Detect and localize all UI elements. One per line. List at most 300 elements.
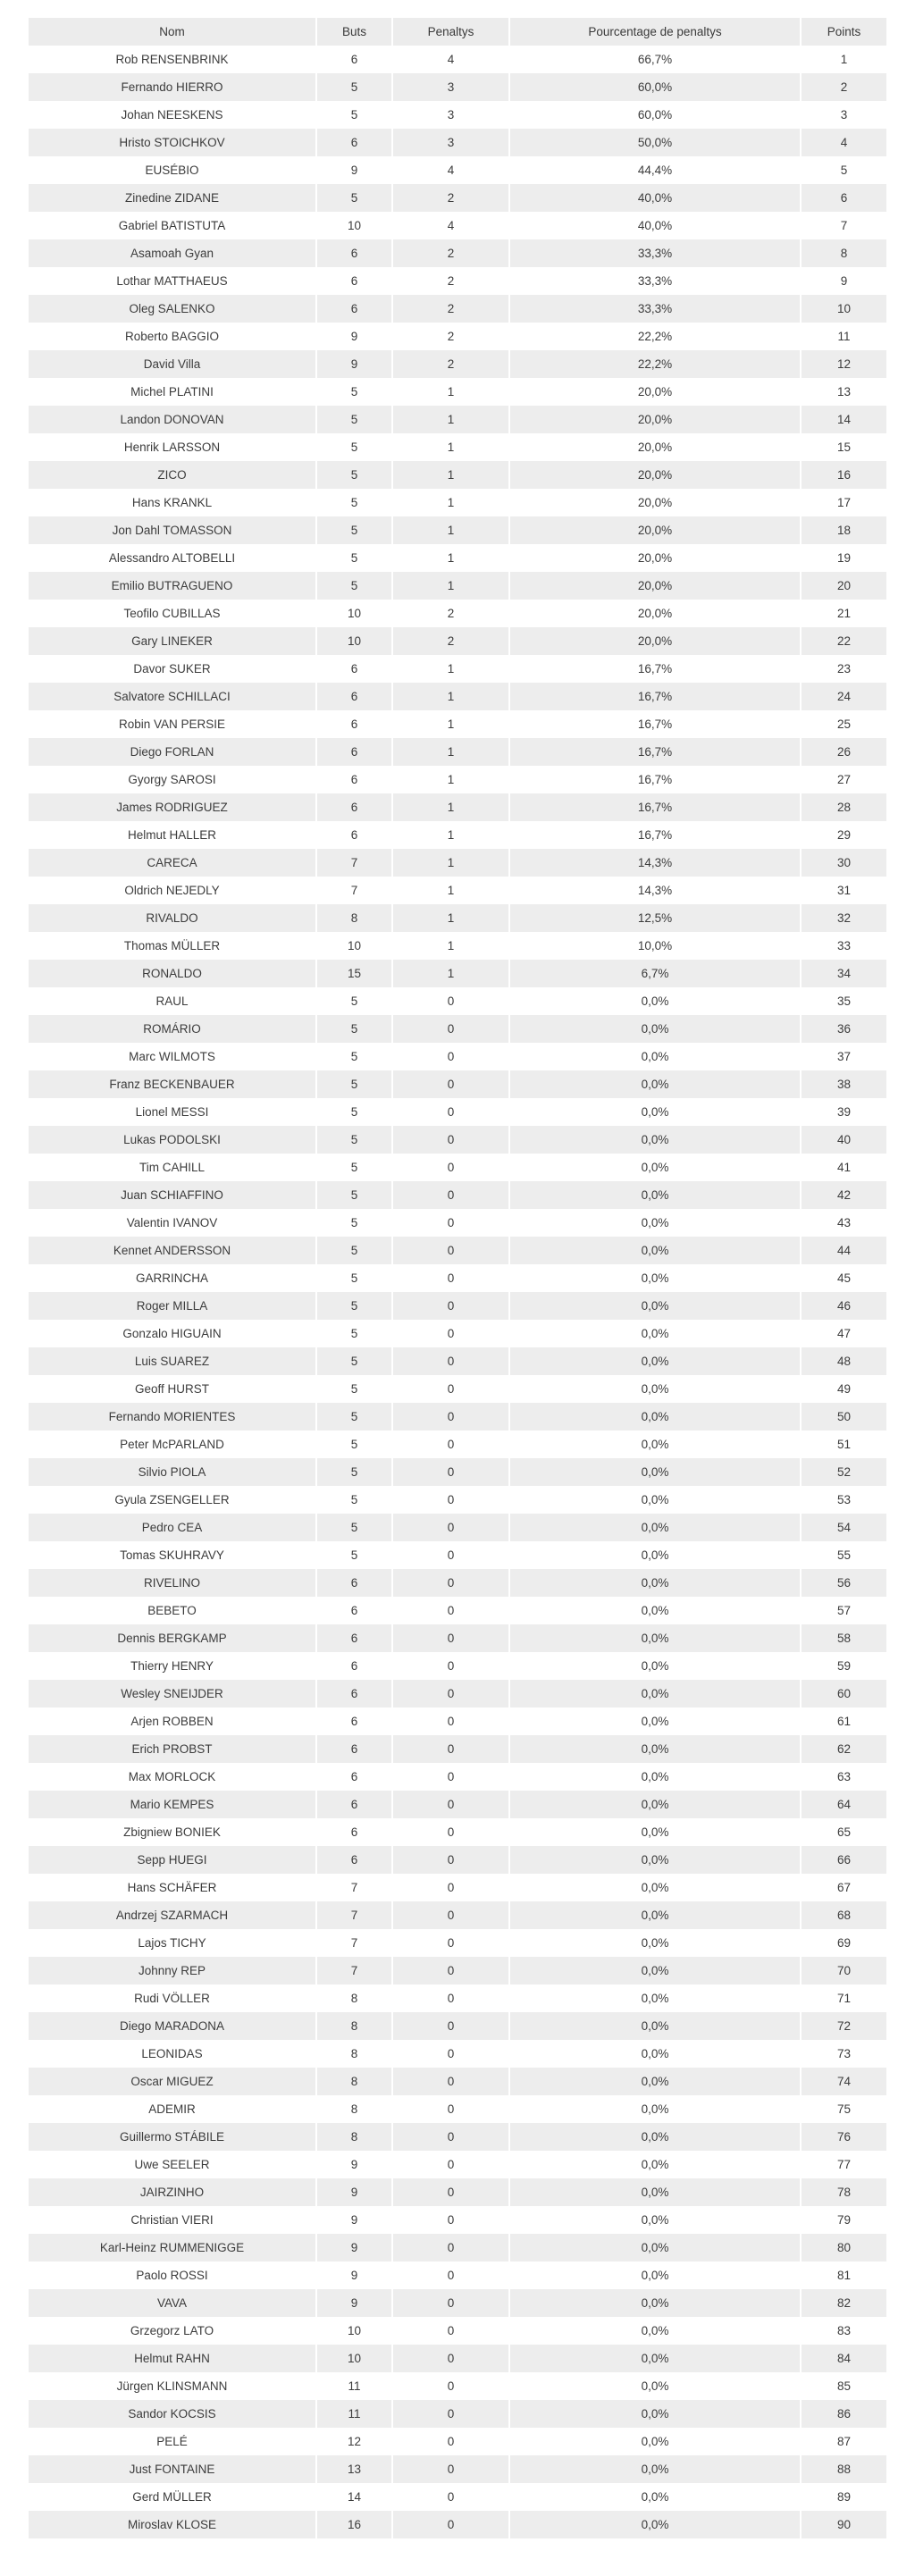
cell-penaltys: 1 xyxy=(392,849,509,877)
table-row[interactable] xyxy=(29,793,886,821)
table-row[interactable] xyxy=(29,433,886,461)
cell-penaltys: 1 xyxy=(392,516,509,544)
cell-buts: 5 xyxy=(316,378,392,406)
cell-pourcentage: 0,0% xyxy=(509,1237,801,1264)
table-row[interactable] xyxy=(29,2151,886,2178)
cell-pourcentage: 0,0% xyxy=(509,1708,801,1735)
cell-buts: 5 xyxy=(316,1126,392,1154)
cell-penaltys: 1 xyxy=(392,655,509,683)
table-row[interactable] xyxy=(29,101,886,129)
cell-penaltys: 2 xyxy=(392,323,509,350)
cell-buts: 5 xyxy=(316,572,392,600)
cell-points: 37 xyxy=(801,1043,886,1070)
cell-nom: Henrik LARSSON xyxy=(29,433,316,461)
cell-points: 25 xyxy=(801,710,886,738)
table-row[interactable] xyxy=(29,1818,886,1846)
table-row[interactable] xyxy=(29,1375,886,1403)
cell-buts: 7 xyxy=(316,849,392,877)
cell-points: 90 xyxy=(801,2511,886,2538)
table-row[interactable] xyxy=(29,1541,886,1569)
cell-buts: 9 xyxy=(316,2206,392,2234)
cell-points: 20 xyxy=(801,572,886,600)
cell-penaltys: 0 xyxy=(392,987,509,1015)
cell-points: 75 xyxy=(801,2095,886,2123)
cell-penaltys: 0 xyxy=(392,1901,509,1929)
cell-points: 28 xyxy=(801,793,886,821)
cell-pourcentage: 0,0% xyxy=(509,1043,801,1070)
cell-points: 1 xyxy=(801,46,886,73)
cell-points: 35 xyxy=(801,987,886,1015)
cell-buts: 9 xyxy=(316,350,392,378)
cell-pourcentage: 0,0% xyxy=(509,1347,801,1375)
cell-buts: 6 xyxy=(316,1735,392,1763)
cell-pourcentage: 0,0% xyxy=(509,1514,801,1541)
cell-buts: 5 xyxy=(316,1181,392,1209)
cell-points: 76 xyxy=(801,2123,886,2151)
cell-nom: Rudi VÖLLER xyxy=(29,1984,316,2012)
cell-penaltys: 0 xyxy=(392,1846,509,1874)
table-row[interactable] xyxy=(29,461,886,489)
table-row[interactable] xyxy=(29,1597,886,1624)
cell-penaltys: 1 xyxy=(392,433,509,461)
cell-penaltys: 2 xyxy=(392,350,509,378)
cell-nom: Lionel MESSI xyxy=(29,1098,316,1126)
cell-pourcentage: 0,0% xyxy=(509,1791,801,1818)
table-row[interactable] xyxy=(29,73,886,101)
cell-nom: Gerd MÜLLER xyxy=(29,2483,316,2511)
table-row[interactable] xyxy=(29,683,886,710)
cell-points: 39 xyxy=(801,1098,886,1126)
cell-nom: James RODRIGUEZ xyxy=(29,793,316,821)
cell-buts: 5 xyxy=(316,516,392,544)
table-row[interactable] xyxy=(29,378,886,406)
cell-nom: Andrzej SZARMACH xyxy=(29,1901,316,1929)
cell-penaltys: 2 xyxy=(392,184,509,212)
cell-penaltys: 1 xyxy=(392,766,509,793)
cell-penaltys: 0 xyxy=(392,1126,509,1154)
cell-points: 24 xyxy=(801,683,886,710)
cell-points: 27 xyxy=(801,766,886,793)
cell-points: 21 xyxy=(801,600,886,627)
cell-points: 9 xyxy=(801,267,886,295)
table-row[interactable] xyxy=(29,544,886,572)
column-header-points[interactable]: Points xyxy=(801,18,886,46)
cell-buts: 5 xyxy=(316,433,392,461)
cell-pourcentage: 14,3% xyxy=(509,877,801,904)
cell-points: 69 xyxy=(801,1929,886,1957)
cell-points: 60 xyxy=(801,1680,886,1708)
cell-points: 78 xyxy=(801,2178,886,2206)
cell-buts: 6 xyxy=(316,1597,392,1624)
cell-buts: 6 xyxy=(316,1791,392,1818)
table-row[interactable] xyxy=(29,2095,886,2123)
cell-pourcentage: 0,0% xyxy=(509,1818,801,1846)
table-row[interactable] xyxy=(29,2400,886,2428)
table-row[interactable] xyxy=(29,1458,886,1486)
cell-penaltys: 0 xyxy=(392,1209,509,1237)
table-row[interactable] xyxy=(29,2123,886,2151)
table-row[interactable] xyxy=(29,1347,886,1375)
table-row[interactable] xyxy=(29,710,886,738)
cell-nom: Lukas PODOLSKI xyxy=(29,1126,316,1154)
column-header-buts[interactable]: Buts xyxy=(316,18,392,46)
cell-buts: 10 xyxy=(316,212,392,239)
table-row[interactable] xyxy=(29,1237,886,1264)
cell-penaltys: 1 xyxy=(392,904,509,932)
cell-penaltys: 0 xyxy=(392,2400,509,2428)
cell-points: 66 xyxy=(801,1846,886,1874)
cell-pourcentage: 0,0% xyxy=(509,2012,801,2040)
cell-pourcentage: 20,0% xyxy=(509,461,801,489)
table-row[interactable] xyxy=(29,2012,886,2040)
cell-nom: PELÉ xyxy=(29,2428,316,2455)
cell-nom: BEBETO xyxy=(29,1597,316,1624)
cell-buts: 6 xyxy=(316,1846,392,1874)
cell-pourcentage: 20,0% xyxy=(509,406,801,433)
cell-nom: Alessandro ALTOBELLI xyxy=(29,544,316,572)
table-row[interactable] xyxy=(29,239,886,267)
table-row[interactable] xyxy=(29,2068,886,2095)
cell-points: 43 xyxy=(801,1209,886,1237)
table-row[interactable] xyxy=(29,1292,886,1320)
table-row[interactable] xyxy=(29,1181,886,1209)
cell-buts: 6 xyxy=(316,655,392,683)
table-row[interactable] xyxy=(29,2261,886,2289)
cell-nom: Geoff HURST xyxy=(29,1375,316,1403)
table-row[interactable] xyxy=(29,46,886,73)
cell-buts: 6 xyxy=(316,1708,392,1735)
cell-nom: Diego FORLAN xyxy=(29,738,316,766)
cell-points: 5 xyxy=(801,156,886,184)
cell-points: 12 xyxy=(801,350,886,378)
cell-nom: Miroslav KLOSE xyxy=(29,2511,316,2538)
cell-nom: Rob RENSENBRINK xyxy=(29,46,316,73)
cell-penaltys: 0 xyxy=(392,1181,509,1209)
table-row[interactable] xyxy=(29,1624,886,1652)
table-row[interactable] xyxy=(29,2234,886,2261)
table-row[interactable] xyxy=(29,766,886,793)
table-row[interactable] xyxy=(29,627,886,655)
table-row[interactable] xyxy=(29,655,886,683)
table-row[interactable] xyxy=(29,1320,886,1347)
cell-buts: 6 xyxy=(316,1763,392,1791)
table-row[interactable] xyxy=(29,2511,886,2538)
cell-penaltys: 0 xyxy=(392,1375,509,1403)
column-header-penaltys[interactable]: Penaltys xyxy=(392,18,509,46)
cell-pourcentage: 0,0% xyxy=(509,1984,801,2012)
table-row[interactable] xyxy=(29,1901,886,1929)
cell-buts: 5 xyxy=(316,461,392,489)
table-row[interactable] xyxy=(29,2289,886,2317)
table-row[interactable] xyxy=(29,1514,886,1541)
cell-pourcentage: 44,4% xyxy=(509,156,801,184)
cell-penaltys: 4 xyxy=(392,156,509,184)
cell-pourcentage: 0,0% xyxy=(509,1458,801,1486)
column-header-nom[interactable]: Nom xyxy=(29,18,316,46)
cell-pourcentage: 0,0% xyxy=(509,2040,801,2068)
cell-pourcentage: 0,0% xyxy=(509,1957,801,1984)
cell-pourcentage: 0,0% xyxy=(509,2455,801,2483)
cell-penaltys: 0 xyxy=(392,2095,509,2123)
cell-nom: Valentin IVANOV xyxy=(29,1209,316,1237)
cell-nom: Wesley SNEIJDER xyxy=(29,1680,316,1708)
cell-points: 74 xyxy=(801,2068,886,2095)
cell-nom: Gyorgy SAROSI xyxy=(29,766,316,793)
cell-penaltys: 1 xyxy=(392,932,509,960)
cell-nom: Hans KRANKL xyxy=(29,489,316,516)
table-row[interactable] xyxy=(29,1154,886,1181)
table-row[interactable] xyxy=(29,877,886,904)
cell-penaltys: 0 xyxy=(392,2455,509,2483)
cell-buts: 11 xyxy=(316,2372,392,2400)
cell-nom: ADEMIR xyxy=(29,2095,316,2123)
cell-pourcentage: 0,0% xyxy=(509,2095,801,2123)
table-row[interactable] xyxy=(29,1043,886,1070)
cell-buts: 6 xyxy=(316,1624,392,1652)
table-row[interactable] xyxy=(29,572,886,600)
table-row[interactable] xyxy=(29,1126,886,1154)
cell-points: 40 xyxy=(801,1126,886,1154)
cell-points: 55 xyxy=(801,1541,886,1569)
cell-pourcentage: 0,0% xyxy=(509,1901,801,1929)
table-row[interactable] xyxy=(29,1486,886,1514)
cell-pourcentage: 0,0% xyxy=(509,1680,801,1708)
table-row[interactable] xyxy=(29,129,886,156)
cell-nom: Oldrich NEJEDLY xyxy=(29,877,316,904)
cell-nom: Zbigniew BONIEK xyxy=(29,1818,316,1846)
cell-penaltys: 1 xyxy=(392,877,509,904)
cell-points: 53 xyxy=(801,1486,886,1514)
table-header-row xyxy=(29,18,886,46)
cell-penaltys: 0 xyxy=(392,1458,509,1486)
cell-nom: EUSÉBIO xyxy=(29,156,316,184)
cell-points: 58 xyxy=(801,1624,886,1652)
column-header-pourcentage-de-penaltys[interactable]: Pourcentage de penaltys xyxy=(509,18,801,46)
table-row[interactable] xyxy=(29,1209,886,1237)
cell-penaltys: 3 xyxy=(392,129,509,156)
table-row[interactable] xyxy=(29,1403,886,1431)
cell-penaltys: 1 xyxy=(392,821,509,849)
cell-penaltys: 1 xyxy=(392,793,509,821)
cell-pourcentage: 0,0% xyxy=(509,2261,801,2289)
cell-nom: Johan NEESKENS xyxy=(29,101,316,129)
cell-pourcentage: 0,0% xyxy=(509,1070,801,1098)
cell-pourcentage: 0,0% xyxy=(509,987,801,1015)
cell-penaltys: 1 xyxy=(392,406,509,433)
table-row[interactable] xyxy=(29,2372,886,2400)
cell-nom: Michel PLATINI xyxy=(29,378,316,406)
table-row[interactable] xyxy=(29,516,886,544)
cell-nom: Landon DONOVAN xyxy=(29,406,316,433)
cell-points: 47 xyxy=(801,1320,886,1347)
cell-pourcentage: 20,0% xyxy=(509,378,801,406)
cell-points: 77 xyxy=(801,2151,886,2178)
cell-pourcentage: 33,3% xyxy=(509,267,801,295)
cell-penaltys: 0 xyxy=(392,2372,509,2400)
cell-points: 81 xyxy=(801,2261,886,2289)
cell-buts: 5 xyxy=(316,1541,392,1569)
cell-nom: Gyula ZSENGELLER xyxy=(29,1486,316,1514)
table-row[interactable] xyxy=(29,2483,886,2511)
cell-penaltys: 0 xyxy=(392,1680,509,1708)
table-body xyxy=(29,46,886,2538)
cell-nom: Dennis BERGKAMP xyxy=(29,1624,316,1652)
table-row[interactable] xyxy=(29,1098,886,1126)
cell-pourcentage: 60,0% xyxy=(509,101,801,129)
cell-buts: 5 xyxy=(316,489,392,516)
table-row[interactable] xyxy=(29,987,886,1015)
table-row[interactable] xyxy=(29,904,886,932)
table-row[interactable] xyxy=(29,821,886,849)
cell-buts: 6 xyxy=(316,738,392,766)
table-row[interactable] xyxy=(29,2455,886,2483)
cell-pourcentage: 0,0% xyxy=(509,1486,801,1514)
cell-buts: 6 xyxy=(316,1680,392,1708)
cell-nom: Emilio BUTRAGUENO xyxy=(29,572,316,600)
cell-penaltys: 0 xyxy=(392,2068,509,2095)
cell-pourcentage: 0,0% xyxy=(509,2151,801,2178)
cell-pourcentage: 0,0% xyxy=(509,1874,801,1901)
table-row[interactable] xyxy=(29,932,886,960)
cell-buts: 13 xyxy=(316,2455,392,2483)
table-row[interactable] xyxy=(29,1763,886,1791)
cell-penaltys: 0 xyxy=(392,1569,509,1597)
cell-penaltys: 1 xyxy=(392,960,509,987)
table-row[interactable] xyxy=(29,1431,886,1458)
cell-nom: Juan SCHIAFFINO xyxy=(29,1181,316,1209)
table-row[interactable] xyxy=(29,267,886,295)
cell-penaltys: 0 xyxy=(392,1624,509,1652)
cell-nom: Lothar MATTHAEUS xyxy=(29,267,316,295)
cell-pourcentage: 0,0% xyxy=(509,1292,801,1320)
table-row[interactable] xyxy=(29,1929,886,1957)
cell-buts: 8 xyxy=(316,2095,392,2123)
table-row[interactable] xyxy=(29,2428,886,2455)
cell-nom: Fernando HIERRO xyxy=(29,73,316,101)
table-row[interactable] xyxy=(29,1984,886,2012)
table-row[interactable] xyxy=(29,406,886,433)
table-row[interactable] xyxy=(29,350,886,378)
cell-buts: 6 xyxy=(316,46,392,73)
table-row[interactable] xyxy=(29,1791,886,1818)
table-row[interactable] xyxy=(29,212,886,239)
cell-buts: 5 xyxy=(316,184,392,212)
cell-pourcentage: 0,0% xyxy=(509,2206,801,2234)
cell-points: 61 xyxy=(801,1708,886,1735)
cell-buts: 6 xyxy=(316,129,392,156)
cell-nom: RONALDO xyxy=(29,960,316,987)
table-row[interactable] xyxy=(29,1680,886,1708)
cell-nom: Erich PROBST xyxy=(29,1735,316,1763)
table-row[interactable] xyxy=(29,1652,886,1680)
cell-penaltys: 0 xyxy=(392,2428,509,2455)
cell-pourcentage: 0,0% xyxy=(509,1624,801,1652)
cell-nom: VAVA xyxy=(29,2289,316,2317)
table-row[interactable] xyxy=(29,2317,886,2345)
cell-buts: 6 xyxy=(316,683,392,710)
cell-nom: RAUL xyxy=(29,987,316,1015)
table-row[interactable] xyxy=(29,600,886,627)
cell-points: 16 xyxy=(801,461,886,489)
cell-pourcentage: 22,2% xyxy=(509,323,801,350)
table-row[interactable] xyxy=(29,1708,886,1735)
cell-buts: 8 xyxy=(316,2123,392,2151)
cell-nom: Arjen ROBBEN xyxy=(29,1708,316,1735)
cell-pourcentage: 10,0% xyxy=(509,932,801,960)
table-row[interactable] xyxy=(29,184,886,212)
cell-buts: 7 xyxy=(316,1957,392,1984)
cell-points: 67 xyxy=(801,1874,886,1901)
table-row[interactable] xyxy=(29,156,886,184)
table-row[interactable] xyxy=(29,323,886,350)
cell-pourcentage: 0,0% xyxy=(509,1264,801,1292)
cell-pourcentage: 16,7% xyxy=(509,710,801,738)
table-header xyxy=(29,18,886,46)
cell-pourcentage: 0,0% xyxy=(509,1541,801,1569)
cell-nom: RIVELINO xyxy=(29,1569,316,1597)
table-row[interactable] xyxy=(29,489,886,516)
cell-nom: ZICO xyxy=(29,461,316,489)
cell-buts: 5 xyxy=(316,1375,392,1403)
cell-buts: 5 xyxy=(316,1514,392,1541)
table-row[interactable] xyxy=(29,738,886,766)
table-row[interactable] xyxy=(29,1735,886,1763)
cell-penaltys: 2 xyxy=(392,267,509,295)
cell-penaltys: 1 xyxy=(392,683,509,710)
table-row[interactable] xyxy=(29,960,886,987)
cell-penaltys: 0 xyxy=(392,2178,509,2206)
cell-points: 68 xyxy=(801,1901,886,1929)
cell-nom: Gabriel BATISTUTA xyxy=(29,212,316,239)
cell-pourcentage: 50,0% xyxy=(509,129,801,156)
cell-pourcentage: 16,7% xyxy=(509,821,801,849)
cell-points: 84 xyxy=(801,2345,886,2372)
cell-nom: RIVALDO xyxy=(29,904,316,932)
cell-penaltys: 0 xyxy=(392,1818,509,1846)
table-row[interactable] xyxy=(29,2206,886,2234)
table-row[interactable] xyxy=(29,2345,886,2372)
cell-points: 38 xyxy=(801,1070,886,1098)
table-row[interactable] xyxy=(29,1846,886,1874)
table-row[interactable] xyxy=(29,1264,886,1292)
table-row[interactable] xyxy=(29,2040,886,2068)
cell-nom: GARRINCHA xyxy=(29,1264,316,1292)
cell-nom: Diego MARADONA xyxy=(29,2012,316,2040)
table-row[interactable] xyxy=(29,849,886,877)
cell-penaltys: 4 xyxy=(392,46,509,73)
table-row[interactable] xyxy=(29,2178,886,2206)
cell-points: 3 xyxy=(801,101,886,129)
cell-pourcentage: 0,0% xyxy=(509,2068,801,2095)
cell-pourcentage: 0,0% xyxy=(509,1763,801,1791)
cell-buts: 5 xyxy=(316,1486,392,1514)
cell-penaltys: 0 xyxy=(392,1957,509,1984)
cell-points: 7 xyxy=(801,212,886,239)
cell-pourcentage: 14,3% xyxy=(509,849,801,877)
table-row[interactable] xyxy=(29,1015,886,1043)
cell-penaltys: 0 xyxy=(392,2206,509,2234)
table-row[interactable] xyxy=(29,1070,886,1098)
cell-nom: Pedro CEA xyxy=(29,1514,316,1541)
cell-pourcentage: 20,0% xyxy=(509,627,801,655)
table-row[interactable] xyxy=(29,1957,886,1984)
cell-nom: LEONIDAS xyxy=(29,2040,316,2068)
table-row[interactable] xyxy=(29,1874,886,1901)
cell-pourcentage: 0,0% xyxy=(509,1652,801,1680)
cell-pourcentage: 22,2% xyxy=(509,350,801,378)
table-row[interactable] xyxy=(29,295,886,323)
table-row[interactable] xyxy=(29,1569,886,1597)
